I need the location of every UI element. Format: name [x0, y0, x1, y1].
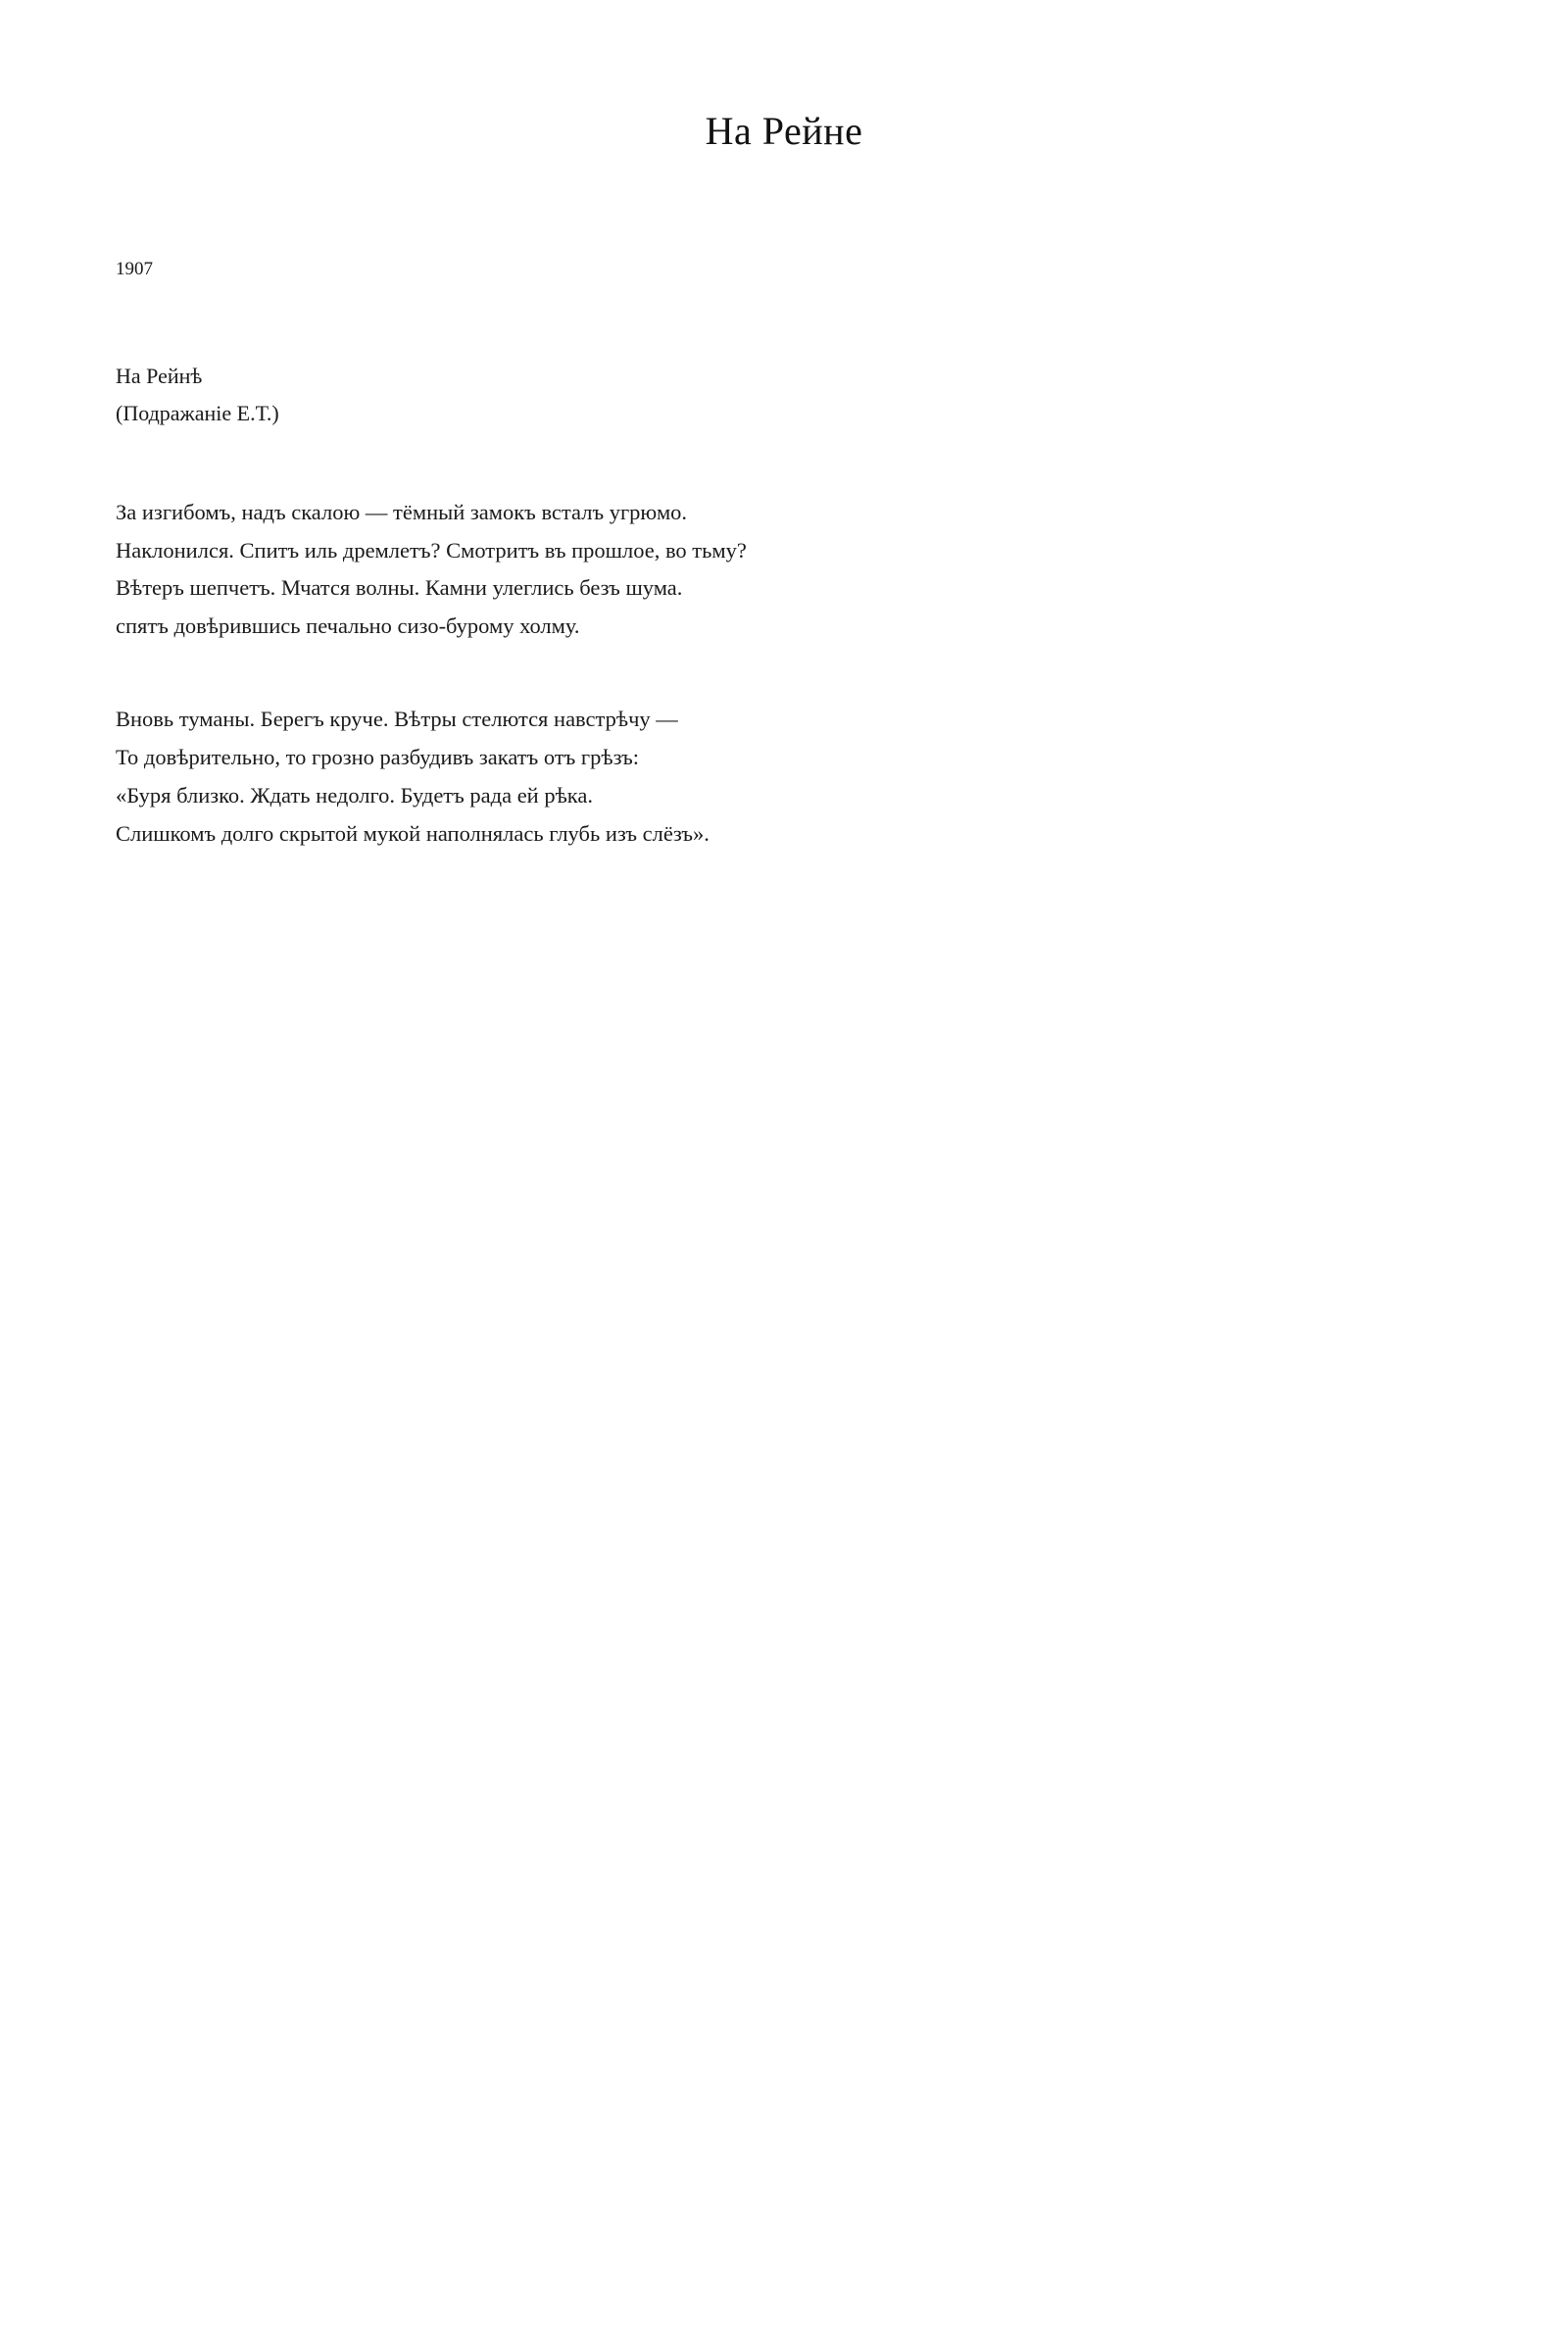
verse-line: спятъ довѣрившись печально сизо-бурому холму.	[116, 613, 580, 639]
poem-heading-title: На Рейнѣ	[116, 363, 203, 388]
stanza-1	[116, 494, 1452, 647]
stanza-2	[116, 701, 1452, 854]
poem-heading	[116, 358, 1452, 433]
verse-line: Слишкомъ долго скрытой мукой наполнялась глубь изъ слёзъ».	[116, 821, 710, 847]
verse-line: «Буря близко. Ждать недолго. Будетъ рада ей рѣка.	[116, 783, 594, 808]
page-title: На Рейне	[705, 109, 863, 153]
year-label: 1907	[116, 259, 153, 279]
verse-line: Наклонился. Спитъ иль дремлетъ? Смотритъ въ прошлое, во тьму?	[116, 537, 747, 563]
verse-line: Вновь туманы. Берегъ круче. Вѣтры стелются навстрѣчу —	[116, 707, 678, 732]
verse-line: То довѣрительно, то грозно разбудивъ закатъ отъ грѣзъ:	[116, 745, 640, 770]
verse-line: Вѣтеръ шепчетъ. Мчатся волны. Камни улеглись безъ шума.	[116, 575, 683, 601]
document-body	[116, 154, 1452, 854]
poem-heading-subtitle: (Подражаніе Е.Т.)	[116, 401, 279, 426]
verse-line: За изгибомъ, надъ скалою — тёмный замокъ всталъ угрюмо.	[116, 499, 688, 524]
